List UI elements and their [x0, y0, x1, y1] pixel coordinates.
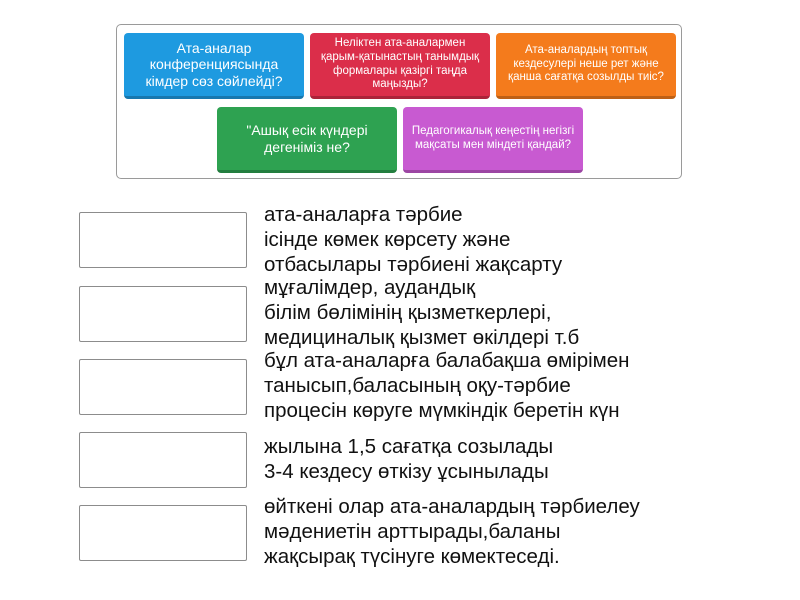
answer-line: мәдениетін арттырады,баланы [264, 520, 561, 543]
answer-line: ата-аналарға тәрбие [264, 203, 463, 226]
answer-text-4 [264, 434, 764, 484]
card-text: Ата-аналардың топтық кездесулері неше рет және қанша сағатқа созылды тиіс? [508, 44, 664, 84]
drop-slot-3[interactable] [79, 359, 247, 415]
answer-line: мұғалімдер, аудандық [264, 276, 476, 299]
answer-line: танысып,баласының оқу-тәрбие [264, 374, 571, 397]
answer-line: ісінде көмек көрсету және [264, 228, 511, 251]
answer-line: 3-4 кездесу өткізу ұсынылады [264, 460, 549, 483]
answer-line: отбасылары тәрбиені жақсарту [264, 253, 563, 276]
draggable-card-pedagogical-council[interactable] [403, 107, 583, 173]
card-text: "Ашық есік күндері дегеніміз не? [246, 121, 368, 155]
card-text: Неліктен ата-аналармен қарым-қатынастың танымдық формалары қазіргі таңда маңызды? [320, 37, 480, 91]
answer-text-5 [264, 494, 764, 569]
drop-slot-5[interactable] [79, 505, 247, 561]
answer-text-3 [264, 348, 764, 423]
answer-line: медициналық қызмет өкілдері т.б [264, 326, 580, 349]
draggable-card-open-doors-day[interactable] [217, 107, 397, 173]
drop-slot-2[interactable] [79, 286, 247, 342]
answer-line: өйткені олар ата-аналардың тәрбиелеу [264, 495, 640, 518]
answer-text-1 [264, 202, 764, 277]
answer-line: білім бөлімінің қызметкерлері, [264, 301, 552, 324]
drop-slot-4[interactable] [79, 432, 247, 488]
card-text: Ата-аналар конференциясында кімдер сөз сөйлейді? [145, 39, 283, 89]
answer-line: процесін көруге мүмкіндік беретін күн [264, 399, 620, 422]
answer-line: жылына 1,5 сағатқа созылады [264, 435, 554, 458]
draggable-card-conference-speakers[interactable] [124, 33, 304, 99]
draggable-card-cognitive-forms[interactable] [310, 33, 490, 99]
draggable-card-group-meetings[interactable] [496, 33, 676, 99]
answer-line: жақсырақ түсінуге көмектеседі. [264, 545, 560, 568]
answer-line: бұл ата-аналарға балабақша өмірімен [264, 349, 630, 372]
card-text: Педагогикалық кеңестің негізгі мақсаты мен міндеті қандай? [411, 124, 575, 151]
drop-slot-1[interactable] [79, 212, 247, 268]
answer-text-2 [264, 275, 764, 350]
